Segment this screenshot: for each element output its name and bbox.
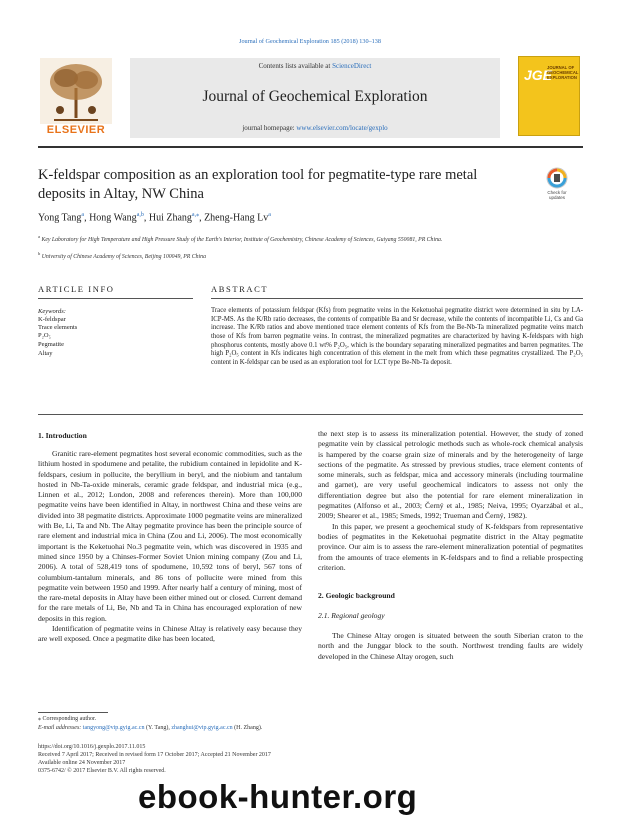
section-heading-introduction: 1. Introduction	[38, 431, 87, 440]
keyword-item: K-feldspar	[38, 316, 66, 323]
keyword-item: Altay	[38, 350, 53, 357]
footnote-rule	[38, 712, 108, 713]
keywords-label: Keywords:	[38, 308, 66, 315]
body-paragraph: the next step is to assess its mineralization potential. However, the study of zoned pegmatite vein by classical petrologic methods such as whole-rock chemical analysis is hampered by the coarse grain size of minerals and by the heterogeneity of large sections of the pegmatite. As stressed by previous studies, trace element contents of some minerals, such as feldspar, mica and accessory minerals (including tourmaline and garnet), are very useful geochemical indicators to assess not only the differentiation degree but also the potential for rare element mineralization in pegmatites (Alfonso et al., 2003; Černý et al., 1985; Neiva, 1995; Oyarzábal et al., 2009; Shearer et al., 1985; Smeds, 1992; Trueman and Černý, 1982).	[318, 429, 583, 521]
body-right-column	[318, 429, 583, 573]
email-link-zhang[interactable]: zhanghui@vip.gyig.ac.cn	[171, 725, 233, 731]
journal-title: Journal of Geochemical Exploration	[202, 88, 428, 105]
affiliation-text: Key Laboratory for High Temperature and High Pressure Study of the Earth's Interior, Institute of Geochemistry, Chinese Academy of Sciences, Guiyang 550081, PR China.	[41, 236, 443, 243]
homepage-link[interactable]: www.elsevier.com/locate/gexplo	[296, 124, 388, 132]
abstract-bottom-rule	[38, 414, 583, 415]
author-name[interactable]: Yong Tang	[38, 212, 82, 224]
author-affil-marker[interactable]: a,b	[136, 212, 144, 218]
header-divider	[38, 146, 583, 148]
keyword-item: P₂O₅	[38, 332, 51, 339]
badge-line-2: updates	[548, 195, 565, 200]
email-name-tang: (Y. Tang),	[144, 725, 172, 731]
cover-title: JOURNAL OF GEOCHEMICAL EXPLORATION	[547, 65, 579, 80]
abstract-rule	[211, 298, 583, 299]
body-paragraph: Granitic rare-element pegmatites host several economic commodities, such as the lithium hosted in spodumene and petalite, the rubidium contained in lepidolite and K-feldspars, cesium in pollucite, the beryllium in beryl, and the niobium and tantalum hosted in Nb-Ta-oxide minerals, ceramic grade feldspar, and industrial mica (e.g., Linnen et al., 2012; London, 2008 and references therein). More than 100,000 pegmatite veins have been identified in Altay, in northwest China and these veins are divided into 38 pegmatite districts. Approximate 1000 pegmatite veins are mineralized with Be, Li, Ta and Nb. The Altay pegmatite province has been the principle source of rare element and industrial mica in China (Zou and Li, 2006). The most economically important is the Keketuohai No.3 pegmatite vein, which was discovered in 1935 and mined since 1950 by a Chinses-Former Soviet Union mining company (Zou and Li, 2006). A total of 528,419 tons of spodumene, 10,592 tons of beryl, 567 tons of columbium-tantalum minerals, and 86 tons of pollucite were mined from this pegmatite vein between 1950 and 1999. After nearly half a century of mining, most of the rare-metal deposits in Altay have been either mined out or closed. Current demand for the rare metals of Li, Be, Nb and Ta in China has encouraged exploration of new deposits in this region.	[38, 449, 302, 623]
body-left-column	[38, 449, 302, 645]
badge-line-1: Check for	[547, 190, 567, 195]
keyword-item: Pegmatite	[38, 341, 64, 348]
subsection-heading-regional: 2.1. Regional geology	[318, 611, 385, 620]
sciencedirect-link[interactable]: ScienceDirect	[332, 62, 372, 70]
keyword-item: Trace elements	[38, 324, 78, 331]
homepage-line	[130, 124, 500, 132]
section-heading-geology: 2. Geologic background	[318, 591, 395, 600]
author-affil-marker[interactable]: a	[81, 212, 85, 218]
article-info-rule	[38, 298, 193, 299]
contents-prefix: Contents lists available at	[258, 62, 333, 70]
check-for-updates-label	[536, 190, 578, 200]
email-name-zhang: (H. Zhang).	[232, 725, 263, 731]
received-dates: Received 7 April 2017; Received in revised form 17 October 2017; Accepted 21 November 2017	[38, 752, 271, 758]
email-label: E-mail addresses:	[38, 725, 83, 731]
author-list: Yong Tang$^a$, Hong Wang$^{a,b}$, Hui Zhang$^{a,⁎}$, Zheng-Hang Lv$^a$	[38, 212, 271, 224]
body-paragraph: Identification of pegmatite veins in Chinese Altay is relatively easy because they are well exposed. Once a pegmatite dike has been located,	[38, 624, 302, 644]
article-info-heading: ARTICLE INFO	[38, 284, 115, 294]
author-affil-marker[interactable]: a	[268, 212, 271, 218]
email-link-tang[interactable]: tangyong@vip.gyig.ac.cn	[82, 725, 145, 731]
regional-geology-text	[318, 631, 583, 662]
journal-cover-image	[518, 56, 580, 136]
author-name[interactable]: Hui Zhang	[148, 212, 192, 224]
journal-reference[interactable]: Journal of Geochemical Exploration 185 (2018) 130–138	[239, 38, 381, 45]
available-online: Available online 24 November 2017	[38, 760, 126, 766]
body-paragraph: In this paper, we present a geochemical study of K-feldspars from representative bodies of pegmatites in the Keketuohai pegmatite district in the Altay pegmatite province. Our aim is to assess the rare-element mineralization potential of pegmatites from the amounts of trace elements in K-feldspars and to find a reliable prospecting criterion.	[318, 521, 583, 572]
watermark-text: ebook-hunter.org	[138, 778, 418, 815]
email-line	[38, 725, 578, 733]
abstract-heading: ABSTRACT	[211, 284, 269, 294]
author-affil-marker[interactable]: a,⁎	[191, 212, 200, 218]
affiliation-marker: b	[38, 251, 41, 256]
doi-link[interactable]: https://doi.org/10.1016/j.gexplo.2017.11.015	[38, 744, 146, 750]
contents-line	[130, 62, 500, 70]
body-paragraph: The Chinese Altay orogen is situated between the south Siberian craton to the north and the Junggar block to the south. Northwest trending faults are widely developed in the Chinese Altay orogen, such	[318, 631, 583, 661]
copyright-line: 0375-6742/ © 2017 Elsevier B.V. All rights reserved.	[38, 768, 166, 774]
corresponding-author-note: ⁎ Corresponding author.	[38, 716, 97, 722]
publisher-name: ELSEVIER	[46, 124, 106, 136]
author-name[interactable]: Zheng-Hang Lv	[204, 212, 269, 224]
affiliation-a	[38, 233, 508, 244]
cover-abbrev: JGE	[524, 67, 553, 83]
affiliation-text: University of Chinese Academy of Sciences, Beijing 100049, PR China	[41, 253, 206, 260]
article-title: K-feldspar composition as an exploration tool for pegmatite-type rare metal deposits in Altay, NW China	[38, 167, 478, 202]
affiliation-marker: a	[38, 234, 40, 239]
affiliation-b	[38, 250, 508, 261]
author-name[interactable]: Hong Wang	[89, 212, 137, 224]
homepage-prefix: journal homepage:	[242, 124, 297, 132]
abstract-text: Trace elements of potassium feldspar (Kfs) from pegmatite veins in the Keketuohai pegmatite district were determined in situ by LA-ICP-MS. As the K/Rb ratio decreases, the contents of compatible Ba and Sr decrease, while the contents of incompatible Li, Cs and Ga increase. The K/Rb ratios and above mentioned trace element contents of Kfs from the Be-Nb-Ta mineralized pegmatite veins match those of Kfs from barren pegmatite veins. In contrast, the mineralized pegmatites are characterized by having K-feldspars with high phosphorus contents, mostly above 0.1 wt% P₂O₅, which is the boundary separating mineralized pegmatites and barren pegmatites. The high P₂O₅ content in Kfs indicates high concentration of this element in the melt from which these pegmatites crystallized. The P₂O₅ content in K-feldspar can be used as an exploration tool for LCT type Be-Nb-Ta deposit.	[211, 307, 583, 366]
